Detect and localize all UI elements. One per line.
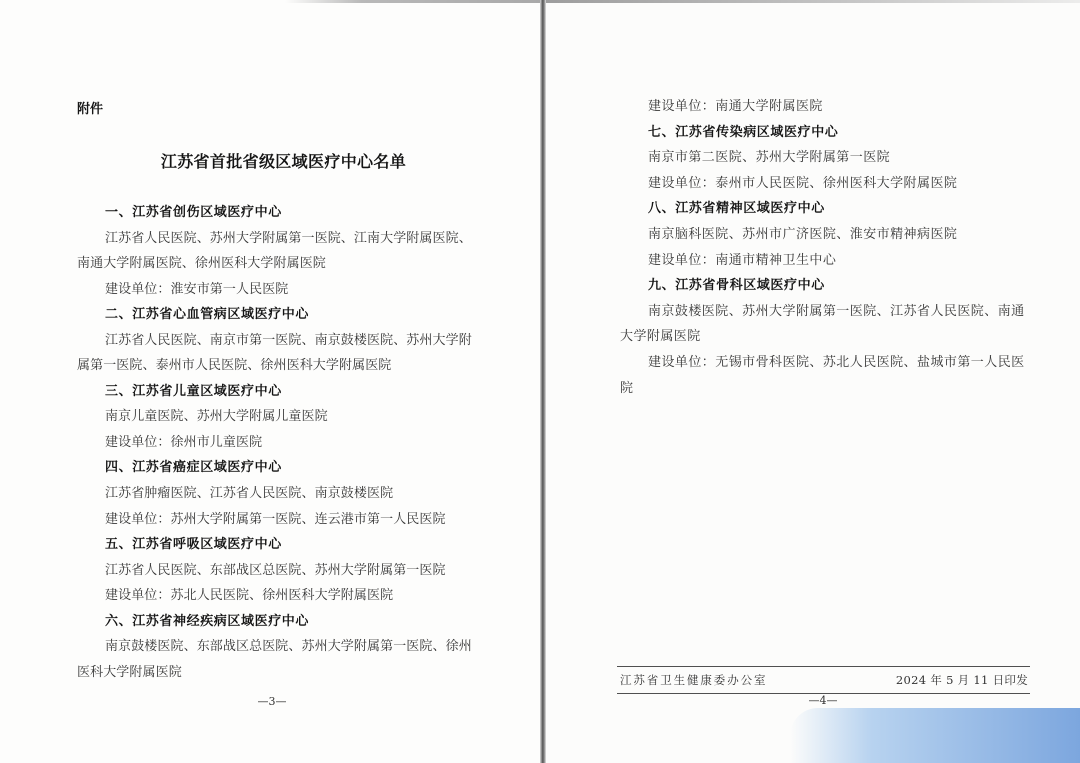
center-heading: 六、江苏省神经疾病区域医疗中心 [105,613,310,629]
center-list-part-1 [77,200,497,685]
footer-rule-top [617,666,1030,667]
construction-unit-line: 建设单位：泰州市人民医院、徐州医科大学附属医院 [648,175,958,191]
document-title: 江苏省首批省级区域医疗中心名单 [160,152,407,171]
center-heading: 一、江苏省创伤区域医疗中心 [105,205,282,220]
attachment-label: 附件 [77,102,104,117]
page-number: —3— [257,695,287,708]
center-hospitals-line: 南京市第二医院、苏州大学附属第一医院 [648,150,891,166]
scan-edge [546,0,1080,3]
scan-edge [285,0,540,3]
page-number: —4— [808,694,838,707]
center-hospitals-line: 大学附属医院 [620,329,701,345]
watermark-logo [790,708,1080,763]
center-hospitals-line: 南京鼓楼医院、苏州大学附属第一医院、江苏省人民医院、南通 [648,303,1025,319]
center-hospitals-line: 南京鼓楼医院、东部战区总医院、苏州大学附属第一医院、徐州 [105,639,472,655]
center-hospitals-line: 医科大学附属医院 [77,664,182,680]
center-heading: 五、江苏省呼吸区域医疗中心 [105,537,282,553]
center-hospitals-line: 江苏省人民医院、东部战区总医院、苏州大学附属第一医院 [105,562,446,578]
issue-date: 2024 年 5 月 11 日印发 [895,673,1028,687]
center-heading: 七、江苏省传染病区域医疗中心 [648,124,839,140]
center-hospitals-line: 江苏省人民医院、南京市第一医院、南京鼓楼医院、苏州大学附 [105,332,472,348]
construction-unit-line: 院 [620,380,634,396]
center-heading: 二、江苏省心血管病区域医疗中心 [105,307,310,323]
issuer-label: 江苏省卫生健康委办公室 [620,673,768,687]
construction-unit-line: 建设单位：南通市精神卫生中心 [648,252,837,268]
center-heading: 四、江苏省癌症区域医疗中心 [105,460,282,476]
center-hospitals-line: 南通大学附属医院、徐州医科大学附属医院 [77,256,326,272]
center-hospitals-line: 南京脑科医院、苏州市广济医院、淮安市精神病医院 [648,226,958,242]
center-heading: 三、江苏省儿童区域医疗中心 [105,383,282,399]
construction-unit-line: 建设单位：徐州市儿童医院 [105,434,263,450]
center-hospitals-line: 江苏省肿瘤医院、江苏省人民医院、南京鼓楼医院 [105,486,394,502]
center-hospitals-line: 属第一医院、泰州市人民医院、徐州医科大学附属医院 [77,358,392,374]
construction-unit-line: 建设单位：南通大学附属医院 [648,99,823,114]
center-heading: 九、江苏省骨科区域医疗中心 [648,278,825,294]
construction-unit-line: 建设单位：无锡市骨科医院、苏北人民医院、盐城市第一人民医 [648,354,1025,370]
center-list-part-2 [620,94,1040,401]
construction-unit-line: 建设单位：淮安市第一人民医院 [105,281,289,297]
center-hospitals-line: 江苏省人民医院、苏州大学附属第一医院、江南大学附属医院、 [105,230,472,246]
center-hospitals-line: 南京儿童医院、苏州大学附属儿童医院 [105,409,328,425]
construction-unit-line: 建设单位：苏州大学附属第一医院、连云港市第一人民医院 [105,511,446,527]
center-heading: 八、江苏省精神区域医疗中心 [648,201,825,217]
document-page-4 [546,0,1080,763]
construction-unit-line: 建设单位：苏北人民医院、徐州医科大学附属医院 [105,588,394,604]
